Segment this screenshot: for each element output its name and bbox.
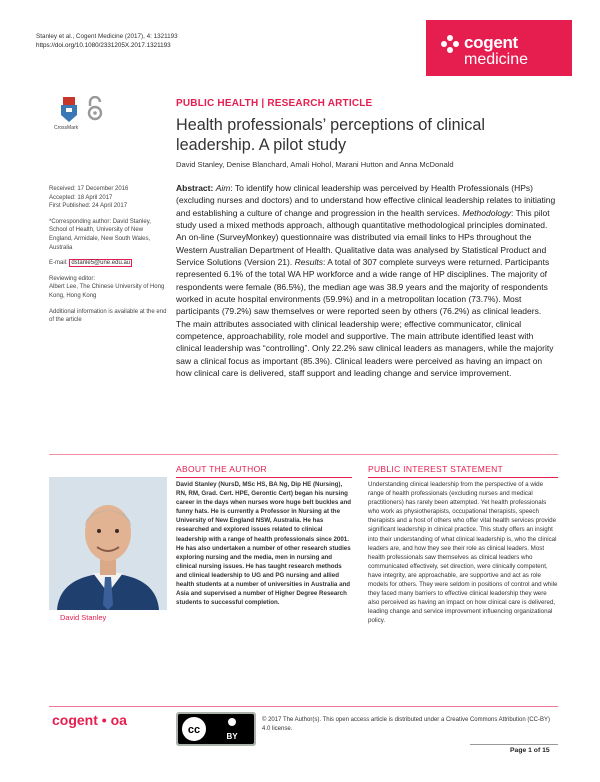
section-divider [49, 454, 558, 455]
author-list [176, 160, 454, 169]
logo-word-cogent: cogent [464, 33, 518, 52]
methodology-label: Methodology [462, 207, 512, 218]
about-author-text: David Stanley (NursD, MSc HS, BA Ng, Dip HE (Nursing), RN, RM, Grad. Cert. HPE, Gerontic Cert) began his nursing career in the days when nurses wore huge belt buckles and funny hats. He is currently a Professor in Nursing at the University of New England NSW, Australia. He has researched and explored issues related to clinical leadership with a range of health professionals since 2001. He has also undertaken a number of other research studies exploring nursing and the media, men in nursing and clinical nursing issues. He has taught research methods and clinical leadership to UG and PG nursing and allied health students at a number of universities in Australia and Asia and supervised a number of Higher Degree Research students to successful completion. [176, 481, 352, 607]
email-label: E-mail: [49, 260, 68, 267]
crossmark-label: CrossMark [54, 125, 79, 131]
photo-caption: David Stanley [60, 613, 107, 622]
doi-link[interactable]: https://doi.org/10.1080/2331205X.2017.1321193 [36, 42, 171, 49]
article-title: Health professionals’ perceptions of clinical leadership. A pilot study [176, 116, 485, 154]
authors-text: David Stanley, Denise Blanchard, Amali Hohol, Marani Hutton and Anna McDonald [176, 160, 454, 169]
license-text: © 2017 The Author(s). This open access article is distributed under a Creative Commons Attribution (CC-BY) 4.0 license. [262, 717, 550, 732]
page-number: Page 1 of 15 [510, 747, 550, 754]
accepted-date: Accepted: 18 April 2017 [49, 194, 113, 201]
methodology-text: : This pilot study used a mixed methods approach, although quantitative methodological principles dominated. An on-line (SurveyMonkey) questionnaire was distributed via email links to HPs throughout the Western Australian Department of Health. Qualitative data was analysed by Statistical Product and Service Solutions (Version 21). [176, 207, 550, 268]
cc-text: cc [187, 724, 201, 736]
cc-by-license-icon[interactable] [176, 712, 256, 746]
open-access-icon [87, 96, 103, 122]
logo-word-medicine: medicine [464, 51, 529, 68]
abstract-label: Abstract: [176, 183, 214, 193]
about-author-heading: ABOUT THE AUTHOR [176, 464, 267, 474]
cogent-medicine-logo[interactable] [426, 20, 572, 76]
public-heading-rule [368, 477, 558, 478]
article-info-sidebar [49, 185, 167, 332]
abstract [176, 182, 558, 380]
aim-label: Aim [215, 183, 231, 193]
cogent-flower-icon [440, 34, 460, 54]
page-number-rule [470, 744, 558, 745]
reviewing-editor: Albert Lee, The Chinese University of Hong Kong, Hong Kong [49, 284, 165, 299]
corresponding-author: *Corresponding author: David Stanley, School of Health, University of New England, Armidale, New South Wales, Australia [49, 218, 151, 251]
additional-info: Additional information is available at the end of the article [49, 308, 167, 324]
author-photo [49, 477, 167, 610]
public-interest-heading: PUBLIC INTEREST STATEMENT [368, 464, 504, 474]
results-text: : A total of 307 complete surveys were returned. Participants represented 6.1% of the total WA HP workforce and a wide range of HP disciplines. The majority of respondents were female (86.5%), the median age was 38.9 years and the majority of respondents worked in acute hospital environments (59.9%) and in a metropolitan location (73.7%). Most participants (79.2%) saw themselves or were reported seen by others (76.2%) as clinical leaders. The main attributes associated with clinical leadership were; effective communicator, clinical competence, approachability, role model and supportive. The main attribute identified least with clinical leadership was “controlling”. Only 22.2% saw clinical leaders as managers, while the majority saw a clinical focus as important (85.3%). Clinical leaders were perceived as having an impact on how clinical care is delivered, staff support and leading change and service improvement. [176, 257, 554, 379]
results-label: Results [294, 257, 323, 268]
by-text: BY [226, 732, 238, 741]
published-date: First Published: 24 April 2017 [49, 203, 128, 210]
crossmark-icon[interactable] [58, 96, 80, 126]
email-link[interactable]: dstanle5@une.edu.au [71, 260, 131, 267]
received-date: Received: 17 December 2016 [49, 186, 129, 192]
about-heading-rule [176, 477, 352, 478]
section-label: PUBLIC HEALTH | RESEARCH ARTICLE [176, 98, 373, 109]
author-portrait-icon [49, 477, 167, 610]
reviewing-editor-label: Reviewing editor: [49, 275, 96, 282]
cogent-oa-logo[interactable]: cogent • oa [52, 712, 127, 728]
aim-text: : To identify how clinical leadership was perceived by Health Professionals (HPs) (excluding nurses and doctors) and to understand how effective clinical leadership relates to initiating and establishing a culture of change and progression in the health services. [176, 183, 556, 218]
public-interest-text: Understanding clinical leadership from the perspective of a wide range of health professionals (excluding nurses and medical practitioners) has rarely been attempted. Yet health professionals who work as physiotherapists, occupational therapists, speech therapists and a host of others who offer vital health services provide significant leadership in clinical practice. This study offers an insight into their understanding of what clinical leadership is, who the clinical leaders are, and how they see their role as clinical leaders. Most health professionals saw themselves as clinical leaders who communicated effectively, set direction, were clinically competent, have integrity, are approachable, are supportive and act as role models for others. They were seldom in positions of control and while they faced many barriers to effective clinical leadership they were also perceived as having an impact on how clinical care is delivered, leading change and service improvement influencing organizational policy. [368, 481, 558, 625]
footer-divider [49, 706, 558, 707]
citation [36, 32, 178, 50]
citation-journal: Stanley et al., Cogent Medicine (2017), 4: 1321193 [36, 33, 178, 40]
